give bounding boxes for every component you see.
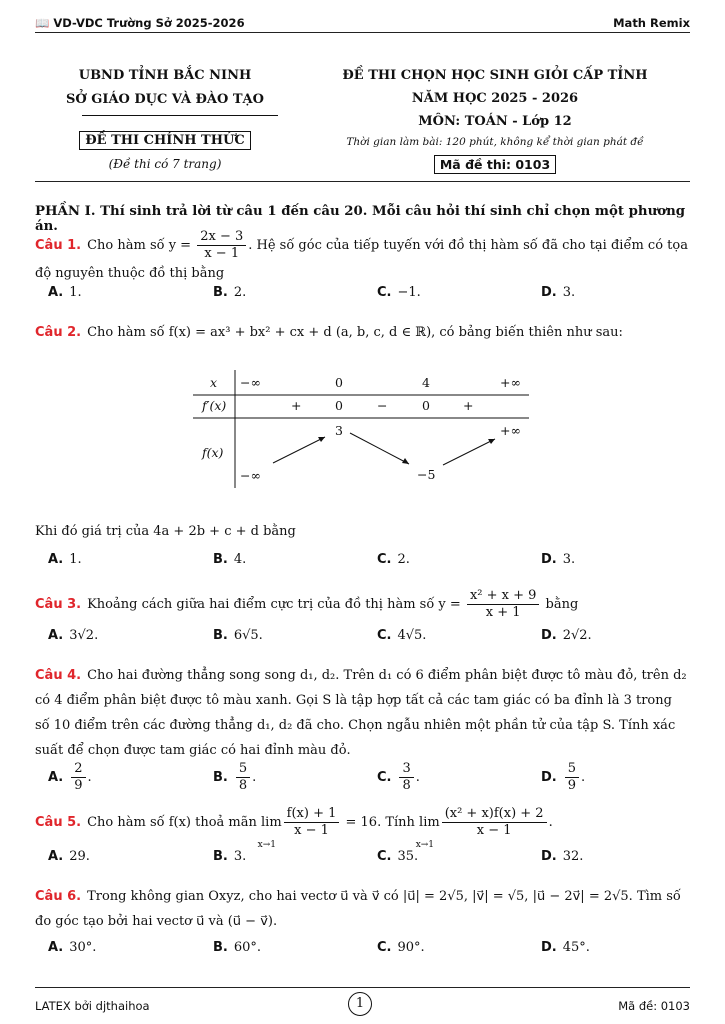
exam-line2: NĂM HỌC 2025 - 2026 <box>411 91 579 106</box>
q5-text-a: Cho hàm số f(x) thoả mãn lim <box>87 815 282 830</box>
vt-fp-3: 0 <box>422 398 430 413</box>
q5-frac1-n: f(x) + 1 <box>284 806 340 823</box>
q6-option-a[interactable] <box>48 940 96 955</box>
arrow-up-2 <box>443 439 495 465</box>
q5-text-b: = 16. Tính lim <box>341 815 440 830</box>
q4-text: Cho hai đường thẳng song song d₁, d₂. Trên d₁ có 6 điểm phân biệt được tô màu đỏ, trên d₂ có 4 điểm phân biệt được tô màu xanh. Gọi S là tập hợp tất cả các tam giác có ba đỉnh là 3 trong số 10 điểm trên các đường thẳng d₁, d₂ đã cho. Chọn ngẫu nhiên một phần tử của tập S. Tính xác suất để chọn được tam giác có hai đỉnh màu đỏ. <box>35 668 687 758</box>
q4-frac-b-d: 8 <box>238 778 248 793</box>
exam-block <box>315 64 675 133</box>
q3-letter-c: C. <box>377 628 392 643</box>
q3-option-d[interactable] <box>541 628 592 643</box>
footer-left: LATEX bởi djthaihoa <box>35 999 150 1013</box>
q1-value-c: −1. <box>397 285 421 300</box>
q3-label: Câu 3. <box>35 597 82 612</box>
part-title: PHẦN I. Thí sinh trả lời từ câu 1 đến câu 20. Mỗi câu hỏi thí sinh chỉ chọn một phương án. <box>35 204 686 234</box>
q5-letter-b: B. <box>213 849 228 864</box>
pages-note: (Đề thi có 7 trang) <box>108 157 222 171</box>
q1-option-d[interactable] <box>541 285 575 300</box>
arrow-down <box>350 433 409 464</box>
q6-option-c[interactable] <box>377 940 425 955</box>
q1-letter-b: B. <box>213 285 228 300</box>
q4-frac-c-n: 3 <box>399 761 413 778</box>
time-note: Thời gian làm bài: 120 phút, không kể thời gian phát đề <box>346 136 644 148</box>
q2-option-a[interactable] <box>48 552 82 567</box>
official-label: ĐỀ THI CHÍNH THỨC <box>79 131 250 150</box>
q4-letter-a: A. <box>48 770 64 785</box>
vt-f-1: 3 <box>335 423 343 438</box>
q3-letter-a: A. <box>48 628 64 643</box>
code-wrap <box>315 155 675 174</box>
q4-letter-b: B. <box>213 770 228 785</box>
q3-value-c: 4√5. <box>397 628 427 643</box>
q6-option-d[interactable] <box>541 940 590 955</box>
org-line1: UBND TỈNH BẮC NINH <box>78 68 252 83</box>
header-rule <box>35 32 690 33</box>
running-header <box>35 14 690 32</box>
q1-letter-c: C. <box>377 285 392 300</box>
arrow-up-1 <box>273 437 325 463</box>
q5-option-a[interactable] <box>48 849 90 864</box>
question-4 <box>35 663 690 763</box>
vt-fp-1: 0 <box>335 398 343 413</box>
q5-value-d: 32. <box>562 849 584 864</box>
q4-option-c[interactable]: C. $\frac{3}{8}$ . <box>377 761 420 793</box>
footer-rule <box>35 987 690 988</box>
q4-frac-b <box>236 761 250 794</box>
q5-option-b[interactable] <box>213 849 246 864</box>
q6-value-a: 30°. <box>69 940 97 955</box>
q1-option-a[interactable] <box>48 285 82 300</box>
q1-option-c[interactable] <box>377 285 421 300</box>
org-line2: SỞ GIÁO DỤC VÀ ĐÀO TẠO <box>66 92 264 107</box>
vt-f-2: −5 <box>417 467 436 482</box>
q6-letter-d: D. <box>541 940 557 955</box>
q3-text-b: bằng <box>541 597 579 612</box>
q1-letter-d: D. <box>541 285 557 300</box>
q4-frac-a-n: 2 <box>71 761 85 778</box>
q1-value-d: 3. <box>562 285 576 300</box>
q3-text-a: Khoảng cách giữa hai điểm cực trị của đồ thị hàm số y = <box>87 597 465 612</box>
vt-f-0: −∞ <box>240 468 261 483</box>
vt-f-label: f(x) <box>202 445 224 460</box>
q4-frac-a-d: 9 <box>74 778 83 793</box>
q3-option-c[interactable] <box>377 628 426 643</box>
vt-f-3: +∞ <box>500 423 521 438</box>
variation-table <box>193 370 529 488</box>
vt-x-0: −∞ <box>240 375 261 390</box>
q2-value-b: 4. <box>233 552 247 567</box>
q3-option-b[interactable] <box>213 628 263 643</box>
q4-frac-b-n: 5 <box>236 761 250 778</box>
q2-letter-c: C. <box>377 552 392 567</box>
q3-frac-d: x + 1 <box>485 605 521 620</box>
q2-letter-a: A. <box>48 552 64 567</box>
q2-after-text: Khi đó giá trị của 4a + 2b + c + d bằng <box>35 524 296 539</box>
q2-letter-d: D. <box>541 552 557 567</box>
q6-value-d: 45°. <box>562 940 590 955</box>
exam-code: Mã đề thi: 0103 <box>434 155 556 174</box>
q1-frac-d: x − 1 <box>204 246 240 261</box>
footer-right: Mã đề: 0103 <box>618 999 690 1013</box>
q2-option-b[interactable] <box>213 552 246 567</box>
q4-frac-d <box>565 761 579 794</box>
q5-letter-a: A. <box>48 849 64 864</box>
q1-letter-a: A. <box>48 285 64 300</box>
header-right: Math Remix <box>613 16 690 30</box>
q4-letter-d: D. <box>541 770 557 785</box>
q5-letter-d: D. <box>541 849 557 864</box>
q2-option-c[interactable] <box>377 552 410 567</box>
q4-frac-c <box>399 761 413 794</box>
exam-line3: MÔN: TOÁN - Lớp 12 <box>418 114 572 129</box>
exam-line1: ĐỀ THI CHỌN HỌC SINH GIỎI CẤP TỈNH <box>342 68 648 83</box>
q4-frac-a <box>71 761 85 794</box>
q6-letter-a: A. <box>48 940 64 955</box>
question-1 <box>35 229 690 286</box>
question-3 <box>35 588 690 621</box>
q1-option-b[interactable] <box>213 285 246 300</box>
q3-fraction <box>467 588 539 621</box>
org-underline <box>82 115 278 116</box>
q5-label: Câu 5. <box>35 815 82 830</box>
q4-option-a[interactable]: A. $\frac{2}{9}$ . <box>48 761 92 793</box>
q1-label: Câu 1. <box>35 238 82 253</box>
q4-option-b[interactable]: B. $\frac{5}{8}$ . <box>213 761 257 793</box>
vt-fp-4: + <box>463 398 474 413</box>
q1-value-a: 1. <box>69 285 82 300</box>
q1-frac-n: 2x − 3 <box>197 229 246 246</box>
q5-letter-c: C. <box>377 849 392 864</box>
q6-letter-c: C. <box>377 940 392 955</box>
q2-value-d: 3. <box>562 552 576 567</box>
q5-option-c[interactable] <box>377 849 418 864</box>
vt-x-3: +∞ <box>500 375 521 390</box>
q2-label: Câu 2. <box>35 325 82 340</box>
q6-value-b: 60°. <box>233 940 262 955</box>
vt-fp-2: − <box>377 398 388 413</box>
q5-lim-sub2: x→1 <box>415 840 435 850</box>
q4-frac-d-n: 5 <box>565 761 579 778</box>
title-rule <box>35 181 690 182</box>
q6-label: Câu 6. <box>35 889 82 904</box>
q5-frac1 <box>284 806 340 839</box>
vt-x-2: 4 <box>422 375 430 390</box>
vt-x-1: 0 <box>335 375 343 390</box>
q5-option-d[interactable] <box>541 849 583 864</box>
q2-value-c: 2. <box>397 552 410 567</box>
q3-value-a: 3√2. <box>69 628 99 643</box>
q6-value-c: 90°. <box>397 940 425 955</box>
question-2 <box>35 321 690 345</box>
official-wrap <box>45 131 285 150</box>
q5-frac1-d: x − 1 <box>294 823 329 838</box>
book-icon: 📖 <box>35 16 50 30</box>
org-block <box>45 64 285 112</box>
q4-frac-d-d: 9 <box>567 778 577 793</box>
q3-option-a[interactable] <box>48 628 98 643</box>
q4-option-d[interactable]: D. $\frac{5}{9}$ . <box>541 761 586 793</box>
q5-frac2 <box>442 806 547 839</box>
q2-value-a: 1. <box>69 552 82 567</box>
q2-option-d[interactable] <box>541 552 575 567</box>
q3-value-b: 6√5. <box>233 628 263 643</box>
q5-frac2-d: x − 1 <box>476 823 512 838</box>
q4-frac-c-d: 8 <box>402 778 411 793</box>
q1-value-b: 2. <box>233 285 247 300</box>
question-6 <box>35 884 690 934</box>
vt-x-label: x <box>210 375 218 390</box>
q6-letter-b: B. <box>213 940 228 955</box>
q4-letter-c: C. <box>377 770 392 785</box>
q3-value-d: 2√2. <box>562 628 592 643</box>
q6-text: Trong không gian Oxyz, cho hai vectơ u⃗ và v⃗ có |u⃗| = 2√5, |v⃗| = √5, |u⃗ − 2v⃗| = 2√5. Tìm số đo góc tạo bởi hai vectơ u⃗ và (u⃗ − v⃗). <box>35 889 681 929</box>
q2-text: Cho hàm số f(x) = ax³ + bx² + cx + d (a, b, c, d ∈ ℝ), có bảng biến thiên như sau: <box>87 325 623 340</box>
page-number: 1 <box>348 992 372 1016</box>
q3-letter-b: B. <box>213 628 228 643</box>
vt-fp-0: + <box>291 398 302 413</box>
q2-letter-b: B. <box>213 552 228 567</box>
q6-option-b[interactable] <box>213 940 261 955</box>
q5-value-b: 3. <box>233 849 247 864</box>
q5-frac2-n: (x² + x)f(x) + 2 <box>442 806 547 823</box>
q1-text-b: . Hệ số góc của tiếp tuyến với đồ thị hàm số đã cho tại điểm có tọa độ nguyên thuộc đồ thị bằng <box>35 238 688 281</box>
q3-letter-d: D. <box>541 628 557 643</box>
q5-value-c: 35. <box>397 849 419 864</box>
question-5: Câu 5. Cho hàm số f(x) thoả mãn lim x→1 $\frac{f(x) + 1}{x - 1}$ = 16. Tính lim x→1 $\frac{\text{(x² + x)f(x) + 2}}{x - 1}$ . <box>35 806 553 850</box>
q3-frac-n: x² + x + 9 <box>467 588 539 605</box>
q1-text-a: Cho hàm số y = <box>87 238 196 253</box>
vt-fp-label: f′(x) <box>202 398 227 413</box>
q1-fraction <box>197 229 246 262</box>
q4-label: Câu 4. <box>35 668 82 683</box>
q5-value-a: 29. <box>69 849 90 864</box>
header-left: 📖 VD-VDC Trường Sở 2025-2026 <box>35 16 245 30</box>
q5-lim-sub1: x→1 <box>257 840 276 850</box>
